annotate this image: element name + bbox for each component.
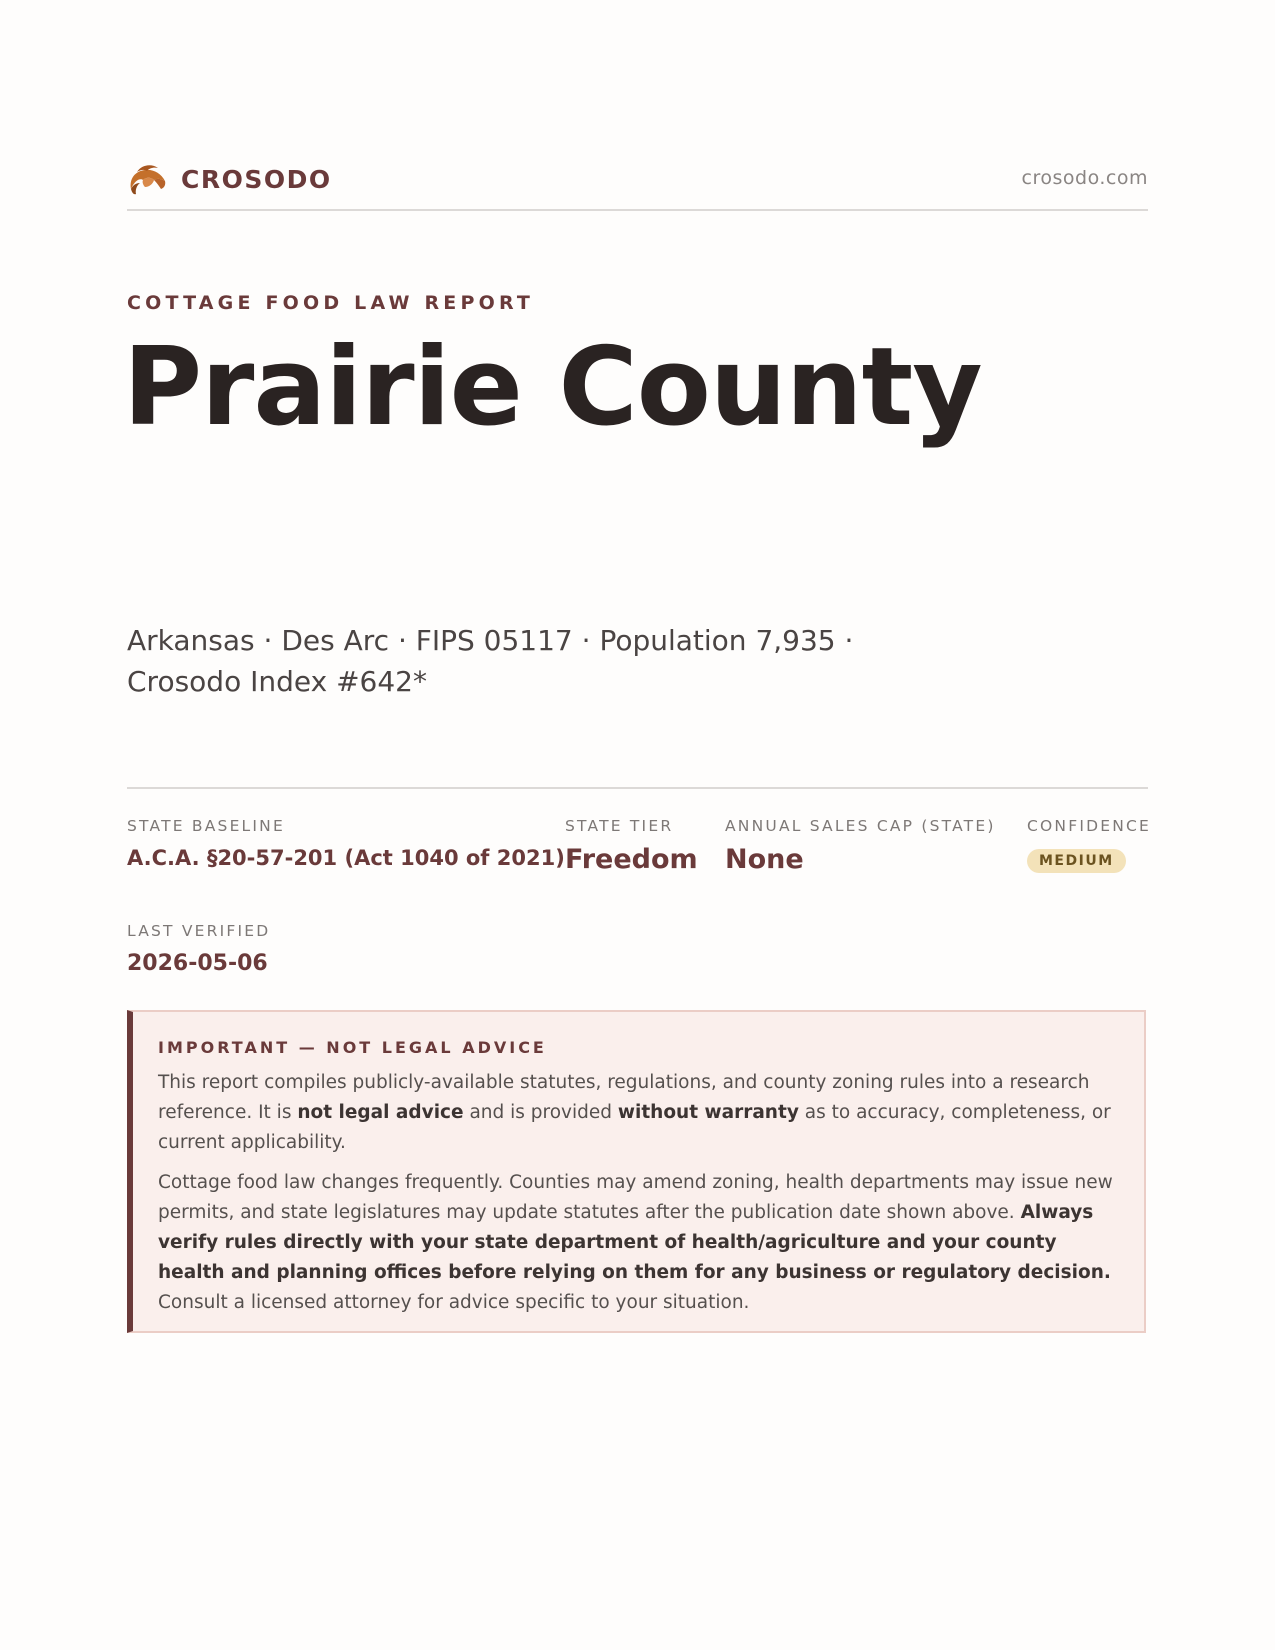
notice-text: This report compiles publicly-available statutes, regulations, and county zoning rules into a research reference. It is (158, 1072, 1090, 1123)
fact-value: Freedom (565, 844, 698, 875)
brand[interactable] (127, 159, 332, 199)
notice-paragraph-1 (158, 1068, 1128, 1158)
notice-text: as to accuracy, completeness, or current applicability. (158, 1102, 1111, 1153)
fact-label: STATE TIER (565, 817, 674, 835)
fact-confidence (1027, 817, 1151, 873)
fact-label: LAST VERIFIED (127, 922, 271, 940)
facts-divider (127, 787, 1148, 789)
notice-text: Cottage food law changes frequently. Counties may amend zoning, health departments may issue new permits, and state legislatures may update statutes after the publication date shown above. (158, 1172, 1113, 1223)
confidence-badge: MEDIUM (1027, 849, 1126, 873)
notice-emphasis: not legal advice (297, 1102, 464, 1123)
notice-body (158, 1068, 1128, 1328)
notice-emphasis: Always verify rules directly with your state department of health/agriculture and your county health and planning offices before relying on them for any business or regulatory decision. (158, 1202, 1111, 1283)
page-title: Prairie County (123, 325, 982, 450)
site-url[interactable]: crosodo.com (1021, 167, 1148, 189)
fact-value: 2026-05-06 (127, 951, 268, 976)
fact-state-baseline (127, 817, 565, 870)
fact-value: None (725, 844, 804, 875)
notice-title: IMPORTANT — NOT LEGAL ADVICE (158, 1038, 547, 1057)
fact-label: ANNUAL SALES CAP (STATE) (725, 817, 996, 835)
notice-text: and is provided (463, 1102, 618, 1123)
fact-label: STATE BASELINE (127, 817, 285, 835)
croissant-icon (127, 159, 169, 199)
fact-state-tier (565, 817, 698, 875)
notice-text: Consult a licensed attorney for advice specific to your situation. (158, 1292, 750, 1313)
fact-annual-sales-cap (725, 817, 996, 875)
page-header (127, 155, 1148, 211)
fact-label: CONFIDENCE (1027, 817, 1152, 835)
legal-notice (127, 1010, 1146, 1333)
report-eyebrow: COTTAGE FOOD LAW REPORT (127, 292, 535, 314)
brand-name: CROSODO (181, 164, 332, 194)
page-subtitle: Arkansas · Des Arc · FIPS 05117 · Population 7,935 · Crosodo Index #642* (127, 624, 854, 698)
fact-last-verified (127, 922, 270, 976)
fact-value: A.C.A. §20-57-201 (Act 1040 of 2021) (127, 846, 565, 870)
notice-paragraph-2 (158, 1168, 1128, 1318)
notice-emphasis: without warranty (617, 1102, 799, 1123)
